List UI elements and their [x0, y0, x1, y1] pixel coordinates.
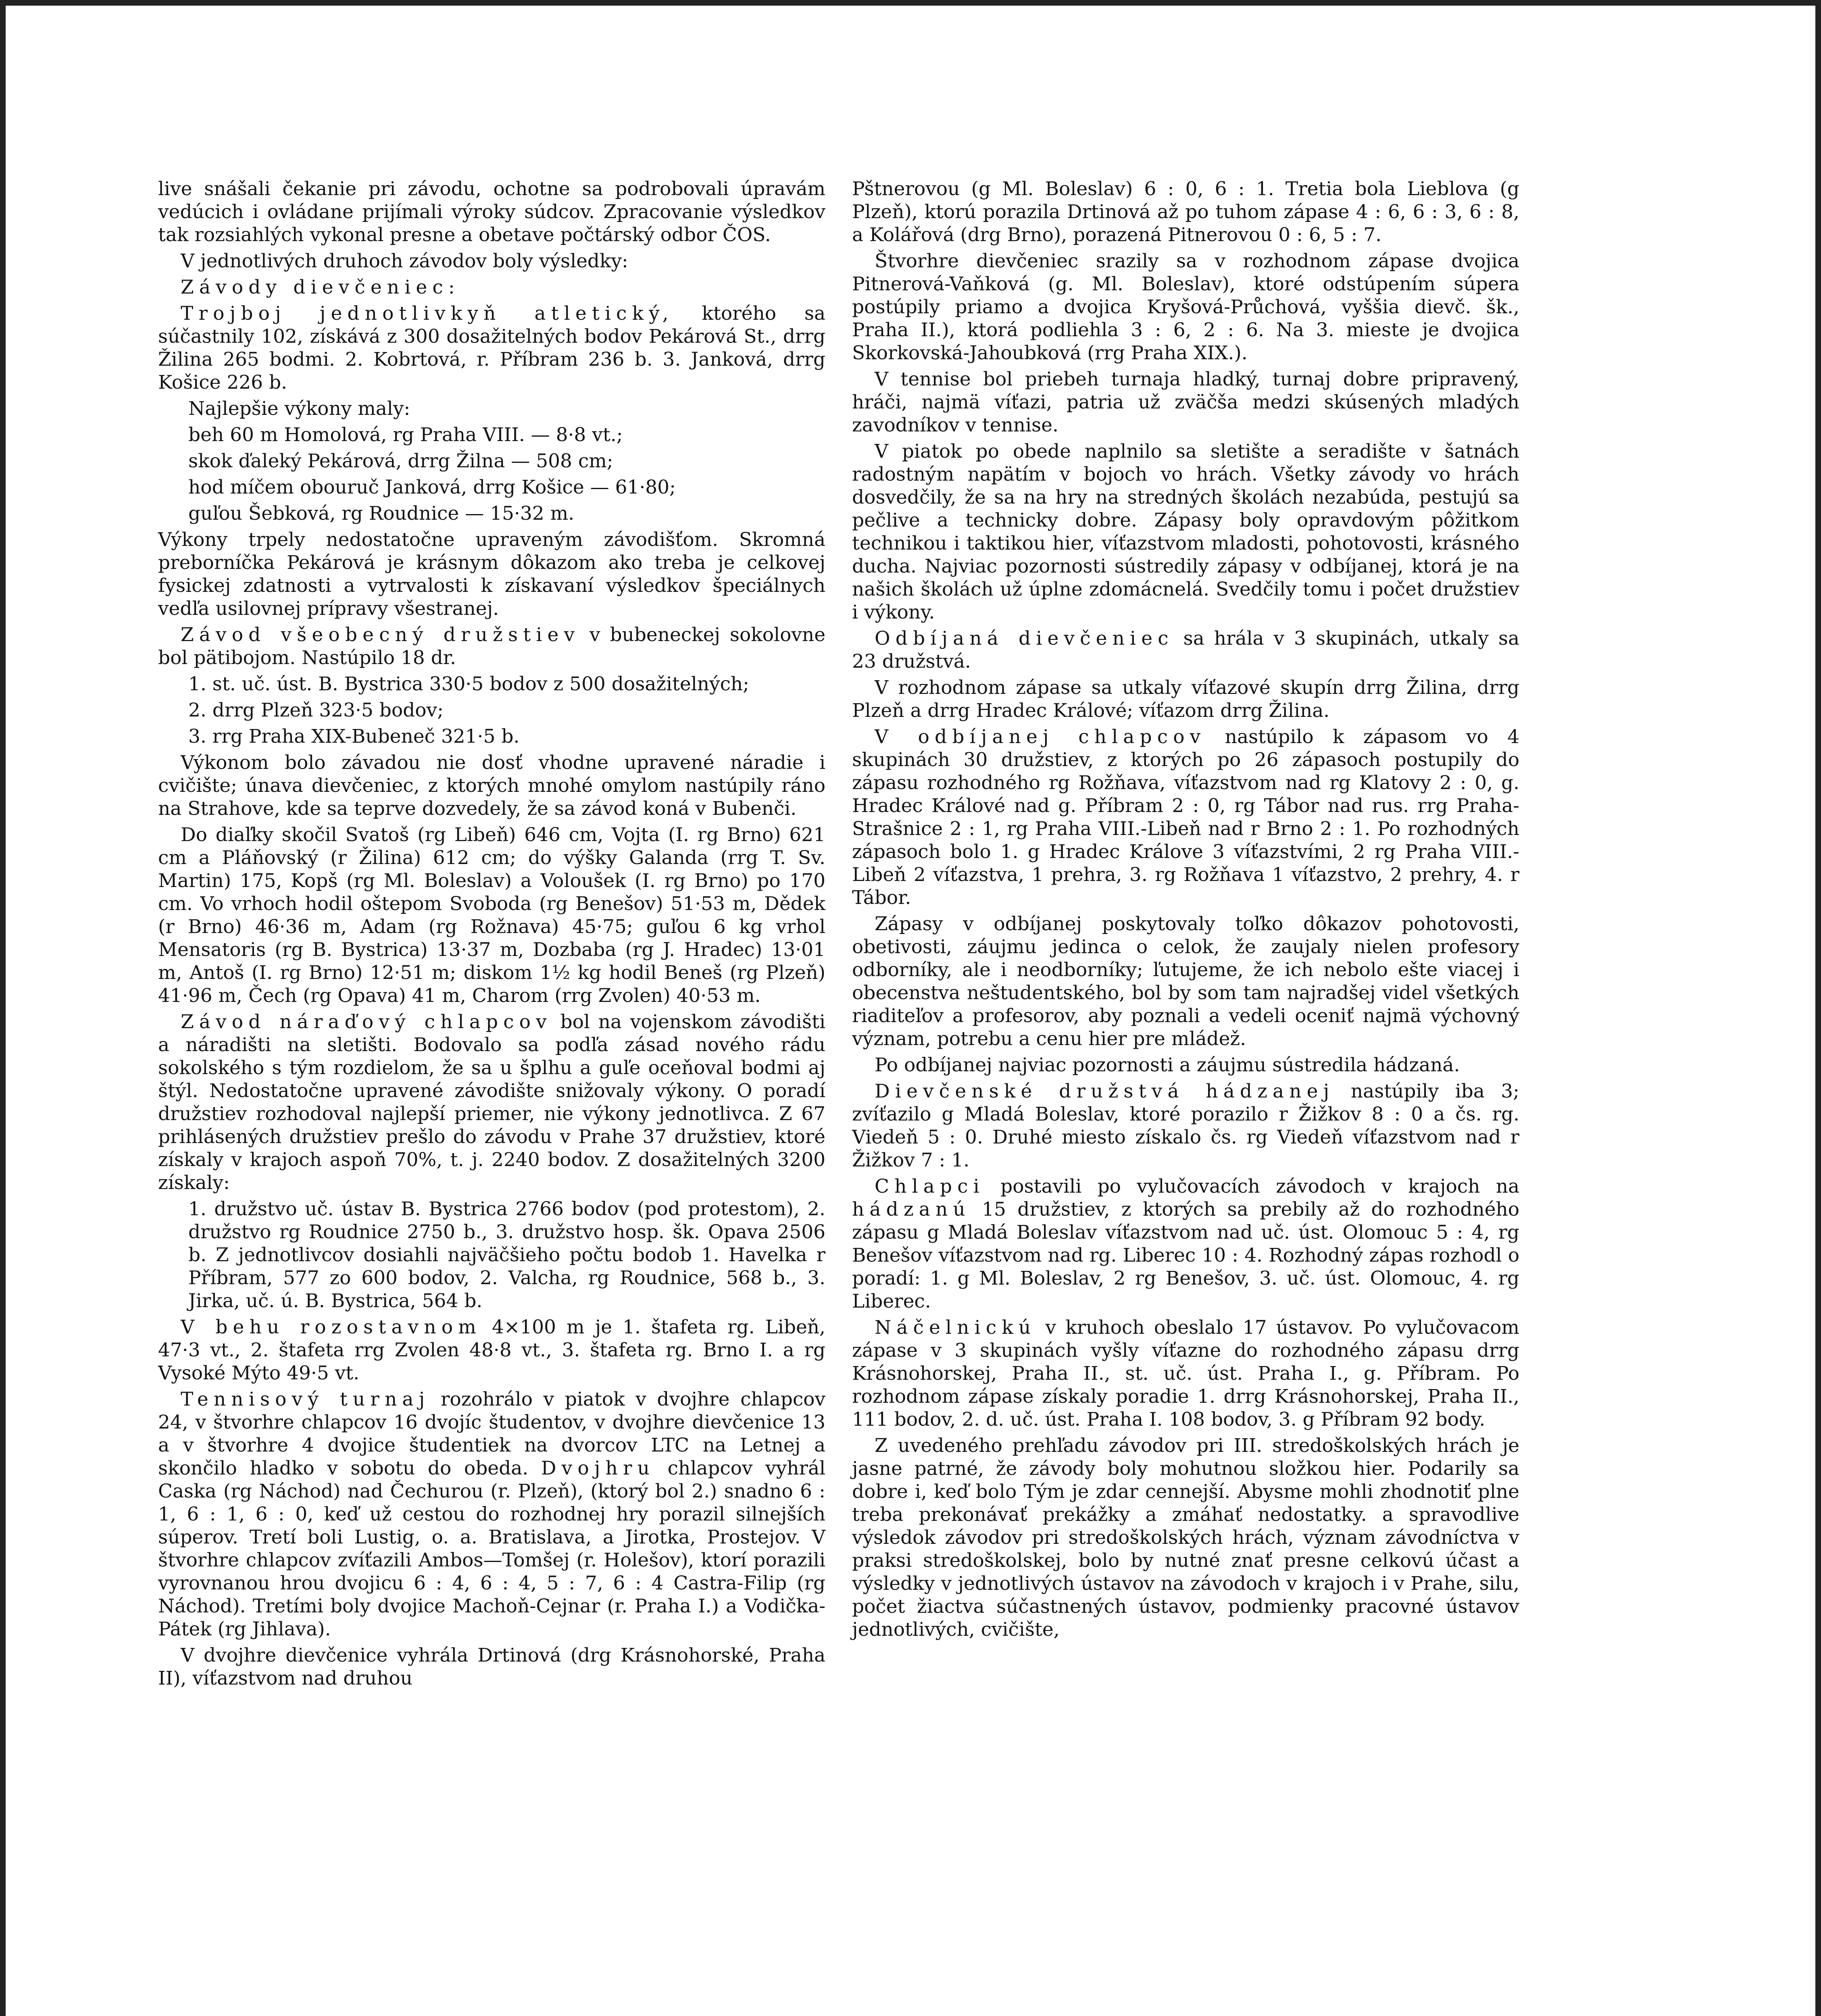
spaced-heading: Závod všeobecný družstiev	[181, 624, 580, 646]
paragraph	[852, 627, 1519, 673]
paragraph-text: postavili po vylučovacích závodoch v krajoch na	[984, 1175, 1519, 1198]
list-item: guľou Šebková, rg Roudnice — 15·32 m.	[188, 502, 575, 525]
paragraph	[158, 302, 825, 394]
list-item: 1. družstvo uč. ústav B. Bystrica 2766 bodov (pod protestom), 2. družstvo rg Roudnice 2750 b., 3. družstvo hosp. šk. Opava 2506 b. Z jednotlivcov dosiahli najväčšieho počtu bodob 1. Havelka r Příbram, 577 zo 600 bodov, 2. Valcha, rg Roudnice, 568 b., 3. Jirka, uč. ú. B. Bystrica, 564 b.	[188, 1198, 825, 1312]
paragraph: V rozhodnom zápase sa utkaly víťazové skupín drrg Žilina, drrg Plzeň a drrg Hradec Králové; víťazom drrg Žilina.	[852, 677, 1519, 722]
paragraph	[158, 1010, 825, 1194]
spaced-heading: Tennisový turnaj	[181, 1388, 430, 1410]
left-column	[158, 177, 825, 1693]
paragraph-text: 4×100 m je 1. štafeta rg. Libeň, 47·3 vt., 2. štafeta rrg Zvolen 48·8 vt., 3. štafeta rg. Brno I. a rg Vysoké Mýto 49·5 vt.	[158, 1316, 825, 1384]
spaced-heading: Dvojhru	[541, 1457, 655, 1479]
paragraph: V dvojhre dievčenice vyhrála Drtinová (drg Krásnohorské, Praha II), víťazstvom nad druhou	[158, 1644, 825, 1689]
paragraph	[158, 1388, 825, 1641]
list-item: hod míčem obouruč Janková, drrg Košice — 61·80;	[188, 476, 676, 498]
paragraph	[852, 1175, 1519, 1313]
paragraph: live snášali čekanie pri závodu, ochotne sa podrobovali úpravám vedúcich i ovládane prijímali výroky súdcov. Zpracovanie výsledkov tak rozsiahlých vykonal presne a obetave počtárský odbor ČOS.	[158, 178, 825, 246]
paragraph	[852, 1316, 1519, 1431]
paragraph-text: nastúpily iba 3; zvíťazilo g Mladá Boleslav, ktoré porazilo r Žižkov 8 : 0 a čs. rg. Viedeň 5 : 0. Druhé miesto získalo čs. rg Viedeň víťazstvom nad r Žižkov 7 : 1.	[852, 1080, 1519, 1171]
paragraph: V jednotlivých druhoch závodov boly výsledky:	[181, 250, 628, 272]
paragraph	[158, 623, 825, 669]
paragraph: Výkony trpely nedostatočne upraveným závodišťom. Skromná preborníčka Pekárová je krásnym dôkazom ako treba je celkovej fysickej zdatnosti a vytrvalosti k získavaní výsledkov špeciálnych vedľa usilovnej prípravy všestranej.	[158, 529, 825, 620]
paragraph: V piatok po obede naplnilo sa sletište a seradište v šatnách radostným napätím v bojoch vo hrách. Všetky závody vo hrách dosvedčily, že sa na hry na stredných školách nezabúda, pestujú sa pečlive a technicky dobre. Zápasy boly opravdovým pôžitkom technikou i taktikou hier, víťazstvom mladosti, pohotovosti, krásného ducha. Najviac pozornosti sústredily zápasy v odbíjanej, ktorá je na našich školách už úplne zdomácnelá. Svedčily tomu i počet družstiev i výkony.	[852, 440, 1519, 623]
list-item: 3. rrg Praha XIX-Bubeneč 321·5 b.	[188, 725, 520, 748]
paragraph	[158, 1316, 825, 1385]
paragraph: Najlepšie výkony maly:	[188, 398, 410, 420]
paragraph-text: nastúpilo k zápasom vo 4 skupinách 30 družstiev, z ktorých po 26 zápasoch postupily do zápasu rozhodného rg Rožňava, víťazstvom nad rg Klatovy 2 : 0, g. Hradec Králové nad g. Příbram 2 : 0, rg Tábor nad rus. rrg Praha-Strašnice 2 : 1, rg Praha VIII.-Libeň nad r Brno 2 : 1. Po rozhodných zápasoch bolo 1. g Hradec Králove 3 víťazstvími, 2 rg Praha VIII.-Libeň 2 víťazstva, 1 prehra, 3. rg Rožňava 1 víťazstvo, 2 prehry, 4. r Tábor.	[852, 726, 1519, 909]
paragraph	[852, 1080, 1519, 1172]
spaced-heading: Chlapci	[875, 1175, 985, 1198]
right-column	[852, 177, 1519, 1644]
spaced-heading: Závod náraďový chlapcov	[181, 1011, 552, 1033]
list-item: 1. st. uč. úst. B. Bystrica 330·5 bodov z 500 dosažitelných;	[188, 673, 749, 695]
list-item: beh 60 m Homolová, rg Praha VIII. — 8·8 vt.;	[188, 424, 623, 446]
spaced-heading: hádzanú	[852, 1198, 971, 1220]
spaced-heading: Dievčenské družstvá hádzanej	[875, 1080, 1335, 1102]
spaced-heading: Závody dievčeniec:	[181, 276, 460, 298]
paragraph-text: ktorého sa súčastnily 102, získává z 300 dosažitelných bodov Pekárová St., drrg Žilina 265 bodmi. 2. Kobrtová, r. Příbram 236 b. 3. Janková, drrg Košice 226 b.	[158, 302, 825, 394]
spaced-heading: Náčelnickú	[875, 1316, 1036, 1339]
list-item: skok ďaleký Pekárová, drrg Žilna — 508 cm;	[188, 450, 613, 472]
paragraph: V tennise bol priebeh turnaja hladký, turnaj dobre pripravený, hráči, najmä víťazi, patria už zväčša medzi skúsených mladých zavodníkov v tennise.	[852, 368, 1519, 436]
paragraph: Zápasy v odbíjanej poskytovaly toľko dôkazov pohotovosti, obetivosti, záujmu jedinca o celok, že zaujaly nielen profesory odborníky, ale i neodborníky; ľutujeme, že ich nebolo ešte viacej i obecenstva neštudentského, bol by som tam najradšej videl všetkých riaditeľov a profesorov, aby poznali a vedeli oceniť najmä výchovný význam, potrebu a cenu hier pre mládež.	[852, 913, 1519, 1050]
paragraph: Do diaľky skočil Svatoš (rg Libeň) 646 cm, Vojta (I. rg Brno) 621 cm a Pláňovský (r Žilina) 612 cm; do výšky Galanda (rrg T. Sv. Martin) 175, Kopš (rg Ml. Boleslav) a Voloušek (I. rg Brno) po 170 cm. Vo vrhoch hodil oštepom Svoboda (rg Benešov) 51·53 m, Dědek (r Brno) 46·36 m, Adam (rg Rožnava) 45·75; guľou 6 kg vrhol Mensatoris (rg B. Bystrica) 13·37 m, Dozbaba (rg J. Hradec) 13·01 m, Antoš (I. rg Brno) 12·51 m; diskom 1½ kg hodil Beneš (rg Plzeň) 41·96 m, Čech (rg Opava) 41 m, Charom (rrg Zvolen) 40·53 m.	[158, 824, 825, 1007]
paragraph: Z uvedeného prehľadu závodov pri III. stredoškolských hrách je jasne patrné, že závody boly mohutnou složkou hier. Podarily sa dobre i, keď bolo Tým je zdar cennejší. Abysme mohli zhodnotiť plne treba prekonávať prekážky a zmáhať nedostatky. a spravodlive výsledok závodov pri stredoškolských hrách, význam závodníctva v praksi stredoškolskej, bolo by nutné znať presne celkovú účast a výsledky v jednotlivých ústavov na závodoch v krajoch i v Prahe, silu, počet žiactva súčastnených ústavov, podmienky pracovné ústavov jednotlivých, cvičište,	[852, 1435, 1519, 1641]
paragraph-text: v bubeneckej sokolovne bol pätibojom. Nastúpilo 18 dr.	[158, 624, 826, 669]
spaced-heading: V behu rozostavnom	[181, 1316, 481, 1338]
paragraph: Pštnerovou (g Ml. Boleslav) 6 : 0, 6 : 1. Tretia bola Lieblova (g Plzeň), ktorú porazila Drtinová až po tuhom zápase 4 : 6, 6 : 3, 6 : 8, a Kolářová (drg Brno), porazená Pitnerovou 0 : 6, 5 : 7.	[852, 178, 1519, 246]
spaced-heading: V odbíjanej chlapcov	[875, 726, 1206, 748]
paragraph-text: rozohrálo v piatok v dvojhre chlapcov 24, v štvorhre chlapcov 16 dvojíc študentov, v dvojhre dievčenice 13 a v štvorhre 4 dvojice študentiek na dvorcov LTC na Letnej a skončilo hladko v sobotu do obeda.	[158, 1388, 825, 1479]
paragraph	[852, 725, 1519, 909]
spaced-heading: Odbíjaná dievčeniec	[875, 627, 1174, 650]
paragraph: Po odbíjanej najviac pozornosti a záujmu sústredila hádzaná.	[875, 1054, 1460, 1076]
paragraph-text: chlapcov vyhrál Caska (rg Náchod) nad Čechurou (r. Plzeň), (ktorý bol 2.) snadno 6 : 1, 6 : 1, 6 : 0, keď už cestou do rozhodnej hry porazil silnejších súperov. Tretí boli Lustig, o. a. Bratislava, a Jirotka, Prostejov. V štvorhre chlapcov zvíťazili Ambos—Tomšej (r. Holešov), ktorí porazili vyrovnanou hrou dvojicu 6 : 4, 6 : 4, 5 : 7, 6 : 4 Castra-Filip (rg Náchod). Tretími boly dvojice Machoň-Cejnar (r. Praha I.) a Vodička-Pátek (rg Jihlava).	[158, 1457, 825, 1640]
paragraph-text: sa hrála v 3 skupinách, utkaly sa 23 družstvá.	[852, 627, 1519, 673]
section-heading	[158, 276, 825, 299]
list-item: 2. drrg Plzeň 323·5 bodov;	[188, 699, 444, 721]
paragraph-text: bol na vojenskom závodišti a náradišti na sletišti. Bodovalo sa podľa zásad nového rádu sokolského s tým rozdielom, že sa u šplhu a guľe oceňoval bodmi aj štýl. Nedostatočne upravené závodište snižovaly výkony. O poradí družstiev rozhodoval najlepší priemer, nie výkony jednotlivca. Z 67 prihlásených družstiev prešlo do závodu v Prahe 37 družstiev, ktoré získaly v krajoch aspoň 70%, t. j. 2240 bodov. Z dosažitelných 3200 získaly:	[158, 1011, 825, 1194]
paragraph: Štvorhre dievčeniec srazily sa v rozhodnom zápase dvojica Pitnerová-Vaňková (g. Ml. Boleslav), ktoré odstúpením súpera postúpily priamo a dvojica Kryšová-Průchová, vyššia dievč. šk., Praha II.), ktorá podliehla 3 : 6, 2 : 6. Na 3. mieste je dvojica Skorkovská-Jahoubková (rrg Praha XIX.).	[852, 250, 1519, 364]
spaced-heading: Trojboj jednotlivkyň atletický,	[181, 302, 674, 325]
paragraph-text: 15 družstiev, z ktorých sa prebily až do rozhodného zápasu g Mladá Boleslav víťazstvom nad uč. úst. Olomouc 5 : 4, rg Benešov víťazstvom nad rg. Liberec 10 : 4. Rozhodný zápas rozhodl o poradí: 1. g Ml. Boleslav, 2 rg Benešov, 3. uč. úst. Olomouc, 4. rg Liberec.	[852, 1198, 1519, 1312]
paragraph-text: v kruhoch obeslalo 17 ústavov. Po vylučovacom zápase v 3 skupinách vyšly víťazne do rozhodného zápasu drrg Krásnohorskej, Praha II., st. uč. úst. Praha I., g. Příbram. Po rozhodnom zápase získaly poradie 1. drrg Krásnohorskej, Praha II., 111 bodov, 2. d. uč. úst. Praha I. 108 bodov, 3. g Příbram 92 body.	[852, 1316, 1519, 1431]
paragraph: Výkonom bolo závadou nie dosť vhodne upravené náradie i cvičište; únava dievčeniec, z ktorých mnohé omylom nastúpily ráno na Strahove, kde sa teprve dozvedely, že sa závod koná v Bubenči.	[158, 752, 825, 820]
